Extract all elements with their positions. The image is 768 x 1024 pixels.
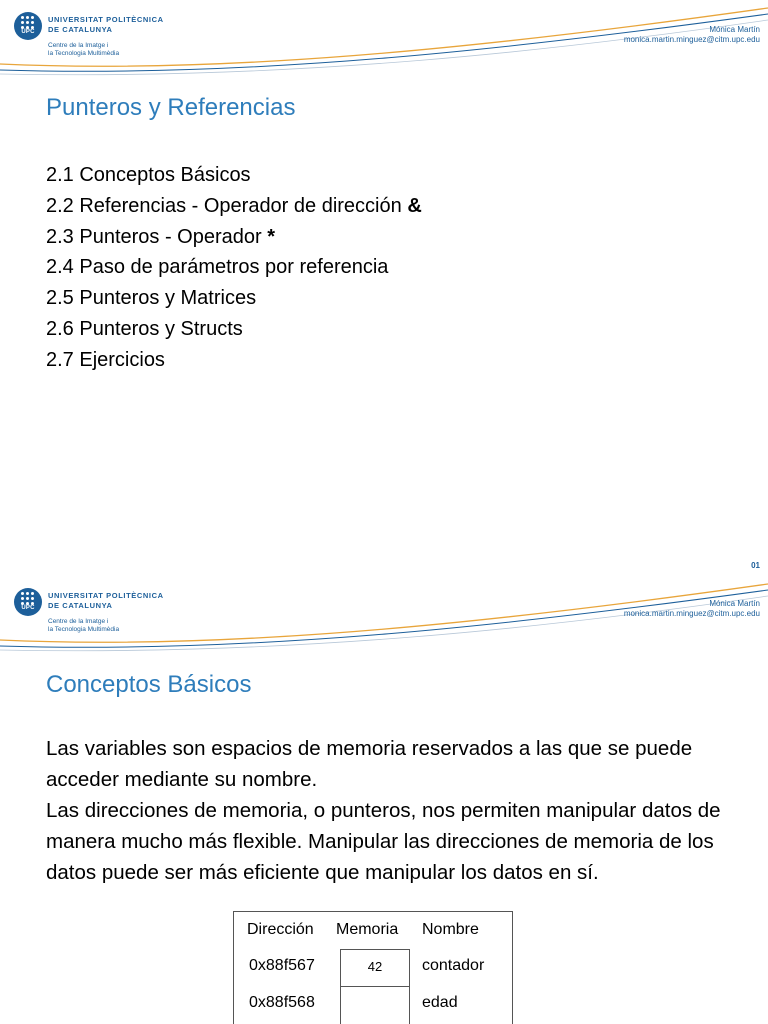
toc-item: 2.6 Punteros y Structs xyxy=(46,317,243,340)
slide-number: 01 xyxy=(751,561,760,570)
university-name-line2: DE CATALUNYA xyxy=(48,601,113,610)
slide-2 xyxy=(0,576,768,1024)
table-cell-name: contador xyxy=(422,957,485,974)
slide-header xyxy=(0,576,768,656)
table-cell-name: edad xyxy=(422,994,458,1011)
memory-cell xyxy=(340,986,410,1024)
centre-name-line1: Centre de la Imatge i xyxy=(48,618,109,625)
memory-cell: 42 xyxy=(340,949,410,987)
slide-title: Conceptos Básicos xyxy=(46,671,252,698)
table-cell-address: 0x88f567 xyxy=(249,957,315,974)
university-name-line2: DE CATALUNYA xyxy=(48,25,113,34)
university-name-line1: UNIVERSITAT POLITÈCNICA xyxy=(48,591,164,600)
toc-item: 2.7 Ejercicios xyxy=(46,348,165,371)
upc-logo-icon: UPC xyxy=(14,12,42,40)
centre-name-line2: la Tecnologia Multimèdia xyxy=(48,50,120,57)
slide-body xyxy=(46,733,746,888)
paragraph: Las variables son espacios de memoria reservados a las que se puede acceder mediante su nombre. xyxy=(46,737,693,791)
centre-name-line1: Centre de la Imatge i xyxy=(48,42,109,49)
university-name-line1: UNIVERSITAT POLITÈCNICA xyxy=(48,15,164,24)
author-name: Mónica Martín xyxy=(709,599,760,608)
table-header-memory: Memoria xyxy=(336,921,399,938)
table-of-contents xyxy=(46,160,422,376)
table-cell-address: 0x88f568 xyxy=(249,994,315,1011)
toc-item: 2.4 Paso de parámetros por referencia xyxy=(46,256,389,279)
author-email[interactable]: monica.martin.minguez@citm.upc.edu xyxy=(623,35,760,44)
author-name: Mónica Martín xyxy=(709,25,760,34)
paragraph: Las direcciones de memoria, o punteros, nos permiten manipular datos de manera mucho más flexible. Manipular las direcciones de memoria de los datos puede ser más eficiente que manipular los datos en sí. xyxy=(46,799,721,884)
slide-header xyxy=(0,0,768,80)
toc-item: 2.1 Conceptos Básicos xyxy=(46,164,251,186)
centre-name-line2: la Tecnologia Multimèdia xyxy=(48,626,120,633)
author-email[interactable]: monica.martin.minguez@citm.upc.edu xyxy=(623,609,760,618)
table-header-name: Nombre xyxy=(422,921,479,938)
table-header-address: Dirección xyxy=(247,921,314,938)
toc-item: 2.2 Referencias - Operador de dirección & xyxy=(46,194,422,217)
upc-logo-icon: UPC xyxy=(14,588,42,616)
memory-table xyxy=(233,911,513,1024)
toc-item: 2.3 Punteros - Operador * xyxy=(46,225,276,248)
slide-title: Punteros y Referencias xyxy=(46,94,296,121)
toc-item: 2.5 Punteros y Matrices xyxy=(46,287,257,310)
